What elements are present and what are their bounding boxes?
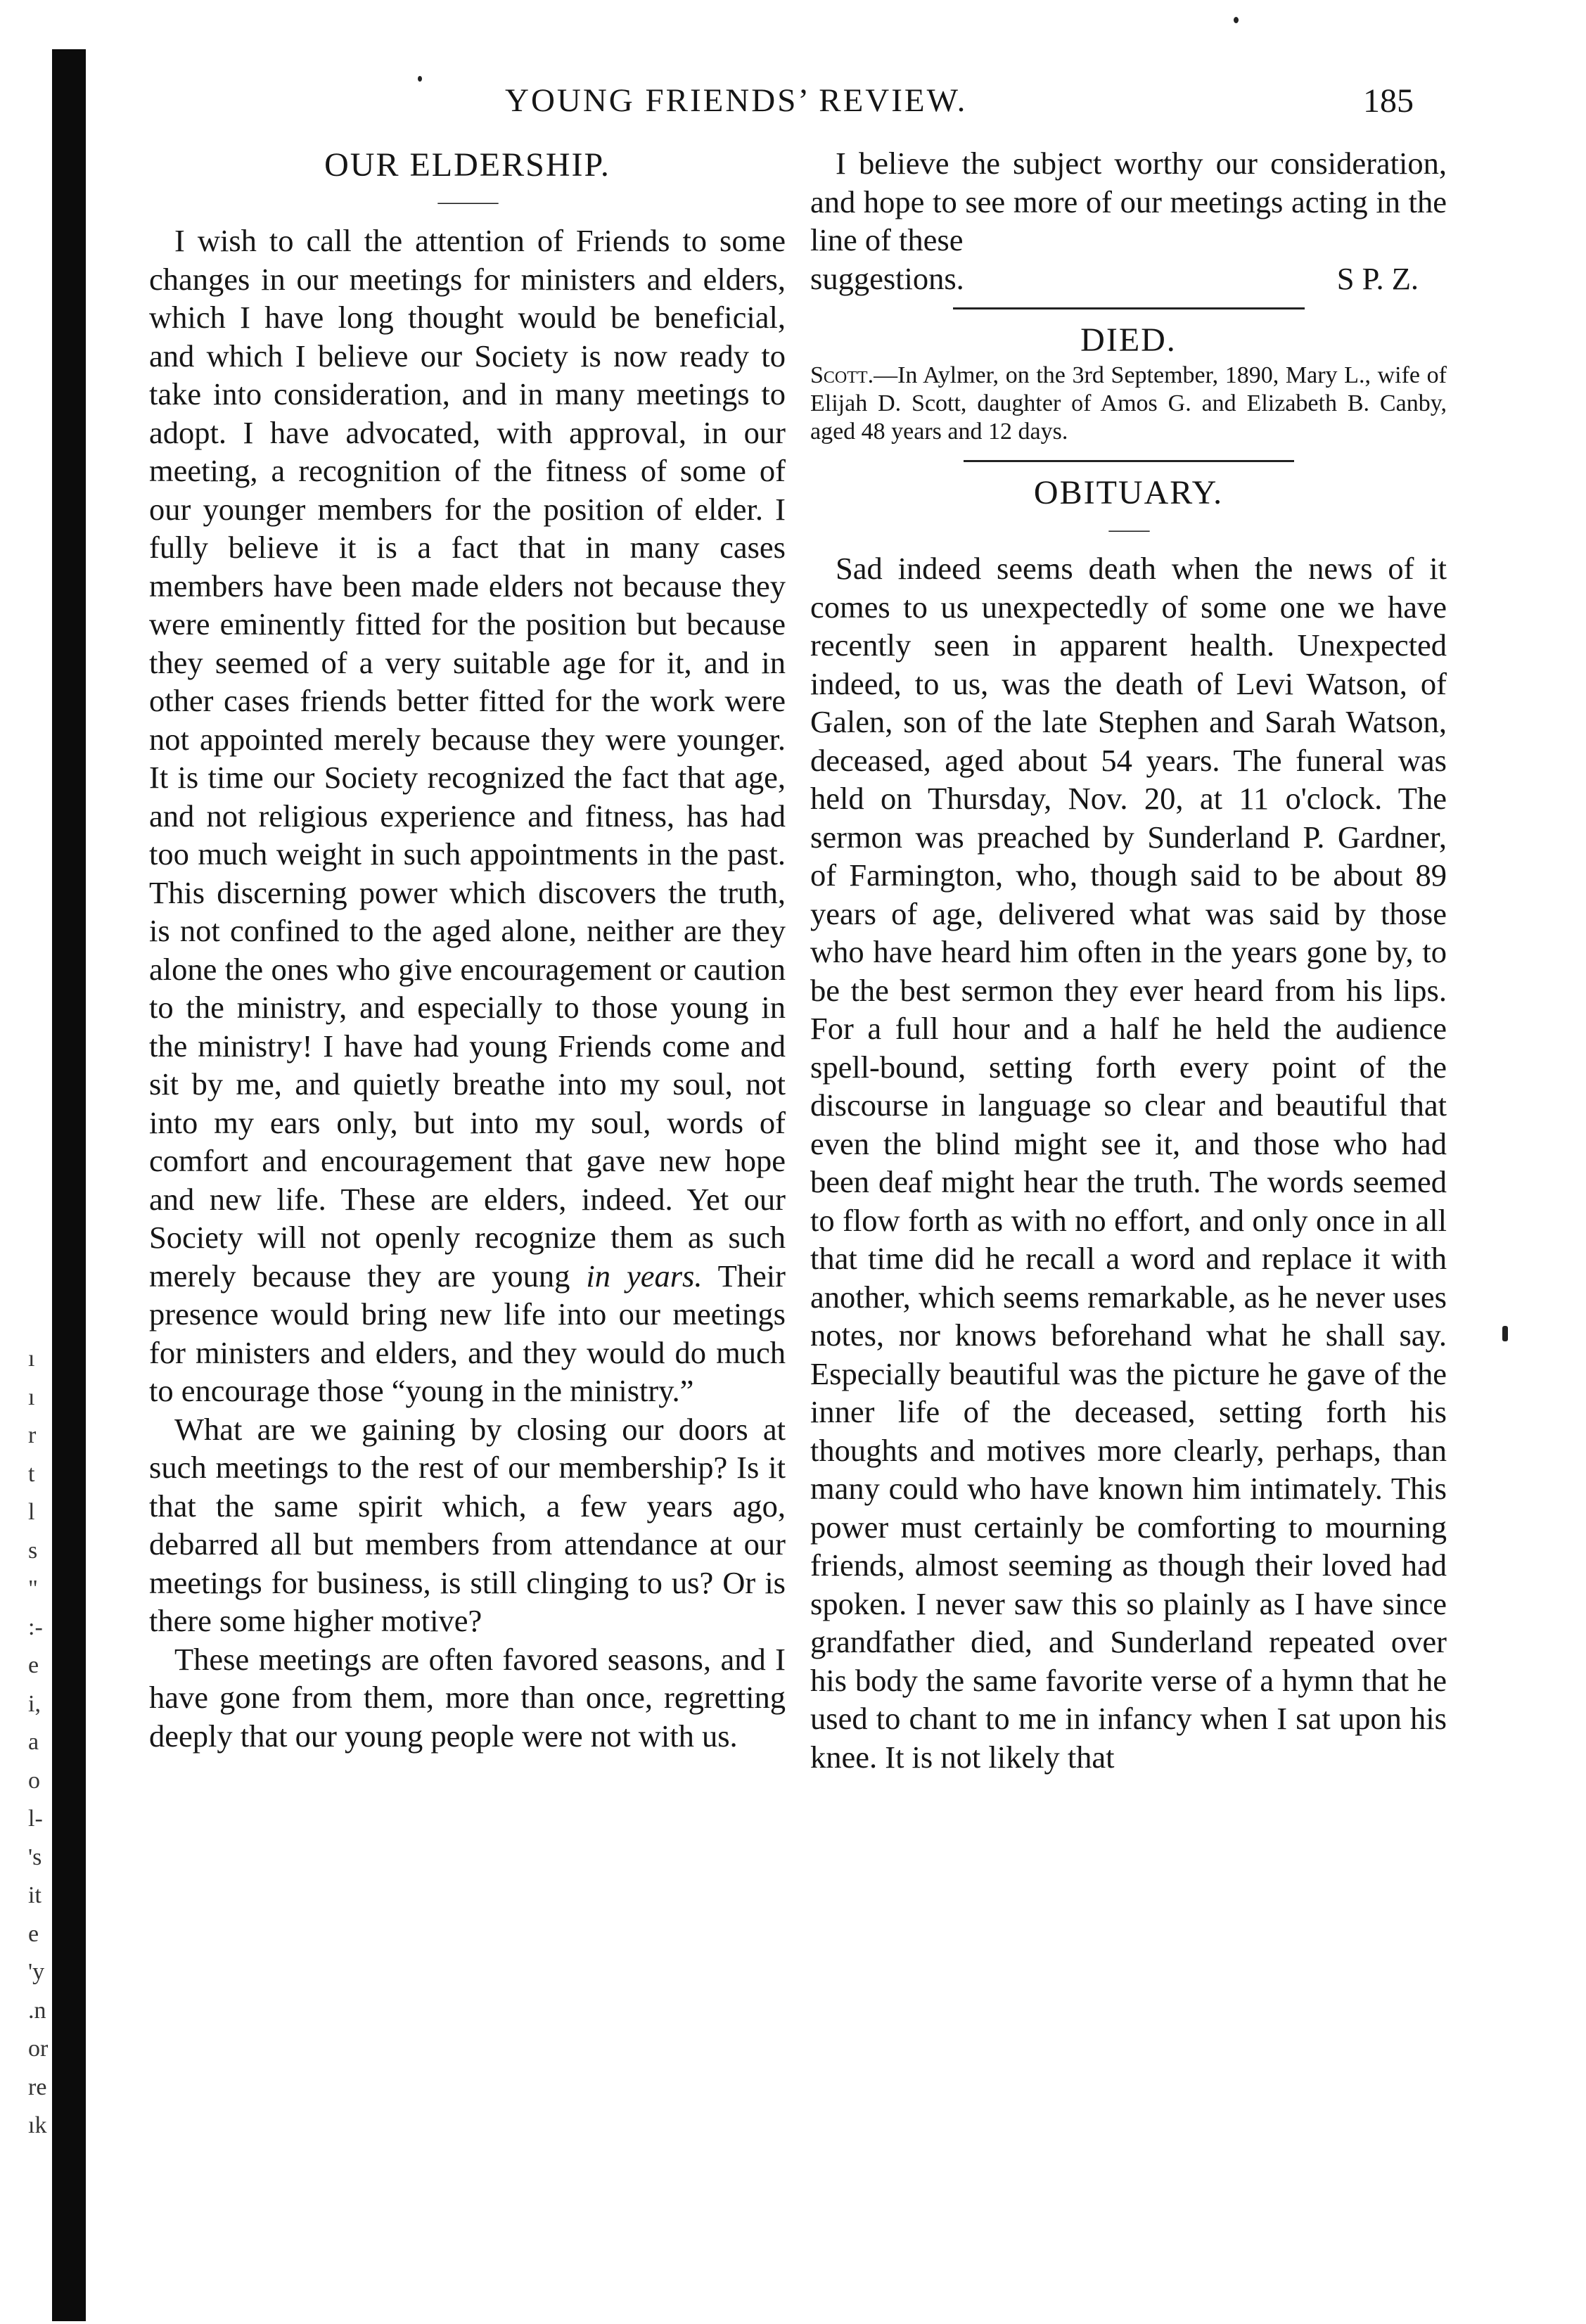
margin-fragment: " bbox=[28, 1576, 38, 1602]
article-paragraph: What are we gaining by closing our doors at such meetings to the rest of our membership? Is it that the same spirit which, a few years ago, debarred all but members from attendance at our meetings for business, is still clinging to us? Or is there some higher motive? bbox=[149, 1411, 786, 1638]
margin-fragment: 's bbox=[28, 1844, 42, 1870]
page-header bbox=[492, 82, 1414, 131]
ink-speck bbox=[1234, 17, 1239, 23]
heading-dash: —— bbox=[1108, 518, 1149, 541]
article-heading-our-eldership: OUR ELDERSHIP. bbox=[324, 146, 610, 184]
margin-fragment: e bbox=[28, 1652, 39, 1678]
deceased-surname: Scott. bbox=[810, 362, 874, 388]
ink-speck bbox=[1502, 1326, 1508, 1341]
section-rule bbox=[964, 460, 1294, 462]
left-column bbox=[149, 144, 786, 1755]
margin-fragment: s bbox=[28, 1537, 38, 1564]
paragraph-text: suggestions. bbox=[810, 260, 964, 296]
margin-fragment: o bbox=[28, 1767, 40, 1794]
margin-fragment: l- bbox=[28, 1806, 43, 1832]
section-heading-died: DIED. bbox=[1080, 321, 1177, 359]
italic-phrase: in years. bbox=[586, 1258, 703, 1294]
margin-fragment: l bbox=[28, 1499, 35, 1525]
paragraph-text: Their presence would bring new life into our meetings for ministers and elders, and they would do much to encourage those “young in the ministry.” bbox=[149, 1258, 786, 1408]
paragraph-text: I wish to call the attention of Friends to some changes in our meetings for ministers and elders, which I have long thought would be beneficial, and which I believe our Society is now ready to take into consideration, and in many meetings to adopt. I have advocated, with approval, in our meeting, a recognition of the fitness of some of our younger members for the position of elder. I fully believe it is a fact that in many cases members have been made elders not because they were eminently fitted for the position but because they seemed of a very suitable age for it, and in other cases friends better fitted for the work were not appointed merely because they were younger. It is time our Society recognized the fact that age, and not religious experience and fitness, has had too much weight in such appointments in the past. This discerning power which discovers the truth, is not confined to the aged alone, neither are they alone the ones who give encouragement or caution to the ministry, and especially to those young in the ministry! I have had young Friends come and sit by me, and quietly breathe into my soul, not into my ears only, but into my soul, words of comfort and encouragement that gave new hope and new life. These are elders, indeed. Yet our Society will not openly recognize them as such merely because they are young bbox=[149, 223, 786, 1294]
margin-fragment: .n bbox=[28, 1997, 46, 2024]
binding-shadow bbox=[52, 49, 86, 2321]
margin-fragment: it bbox=[28, 1882, 41, 1908]
right-column bbox=[810, 144, 1447, 1776]
margin-fragment: e bbox=[28, 1920, 39, 1947]
section-heading-obituary: OBITUARY. bbox=[1033, 474, 1224, 511]
margin-fragment: ı bbox=[28, 1346, 35, 1372]
margin-fragment: :- bbox=[28, 1614, 43, 1640]
margin-fragment: ı bbox=[28, 1384, 35, 1410]
death-notice bbox=[810, 362, 1447, 446]
margin-fragment: a bbox=[28, 1729, 39, 1755]
page-number: 185 bbox=[1363, 82, 1414, 120]
margin-fragment: t bbox=[28, 1460, 35, 1487]
section-rule bbox=[953, 307, 1305, 309]
signature-line bbox=[810, 260, 1447, 298]
margin-fragment: ık bbox=[28, 2112, 47, 2138]
article-paragraph: These meetings are often favored seasons, and I have gone from them, more than once, regretting deeply that our young people were not with us. bbox=[149, 1641, 786, 1754]
ink-speck bbox=[418, 76, 422, 82]
margin-fragment: re bbox=[28, 2074, 47, 2100]
heading-dash: ——— bbox=[437, 190, 497, 213]
article-paragraph bbox=[149, 222, 786, 1410]
article-paragraph-continued: I believe the subject worthy our consideration, and hope to see more of our meetings acting in the line of these bbox=[810, 146, 1447, 257]
margin-fragment: 'y bbox=[28, 1959, 45, 1985]
obituary-paragraph: Sad indeed seems death when the news of it comes to us unexpectedly of some one we have recently seen in apparent health. Unexpected indeed, to us, was the death of Levi Watson, of Galen, son of the late Stephen and Sarah Watson, deceased, aged about 54 years. The funeral was held on Thursday, Nov. 20, at 11 o'clock. The sermon was preached by Sunderland P. Gardner, of Farmington, who, though said to be about 89 years of age, delivered what was said by those who have heard him often in the years gone by, to be the best sermon they ever heard from his lips. For a full hour and a half he held the audience spell-bound, setting forth every point of the discourse in language so clear and beautiful that even the blind might see it, and those who had been deaf might hear the truth. The words seemed to flow forth as with no effort, and only once in all that time did he recall a word and replace it with another, which seems remarkable, as he never uses notes, nor knows beforehand what he shall say. Especially beautiful was the picture he gave of the inner life of the deceased, setting forth his thoughts and motives more clearly, perhaps, than many could who have known him intimately. This power must certainly be comforting to mourning friends, almost seeming as though their loved had spoken. I never saw this so plainly as I have since grandfather died, and Sunderland repeated over his body the same favorite verse of a hymn that he used to chant to me in infancy when I sat upon his knee. It is not likely that bbox=[810, 551, 1447, 1775]
margin-fragment: i, bbox=[28, 1690, 41, 1717]
margin-fragment: or bbox=[28, 2036, 49, 2062]
margin-fragment: r bbox=[28, 1422, 37, 1448]
author-signature: S P. Z. bbox=[1336, 260, 1419, 296]
notice-text: —In Aylmer, on the 3rd September, 1890, Mary L., wife of Elijah D. Scott, daughter of Amos G. and Elizabeth B. Canby, aged 48 years and 12 days. bbox=[810, 362, 1447, 445]
running-title: YOUNG FRIENDS’ REVIEW. bbox=[505, 82, 968, 119]
margin-letter-fragments bbox=[28, 1340, 49, 2145]
